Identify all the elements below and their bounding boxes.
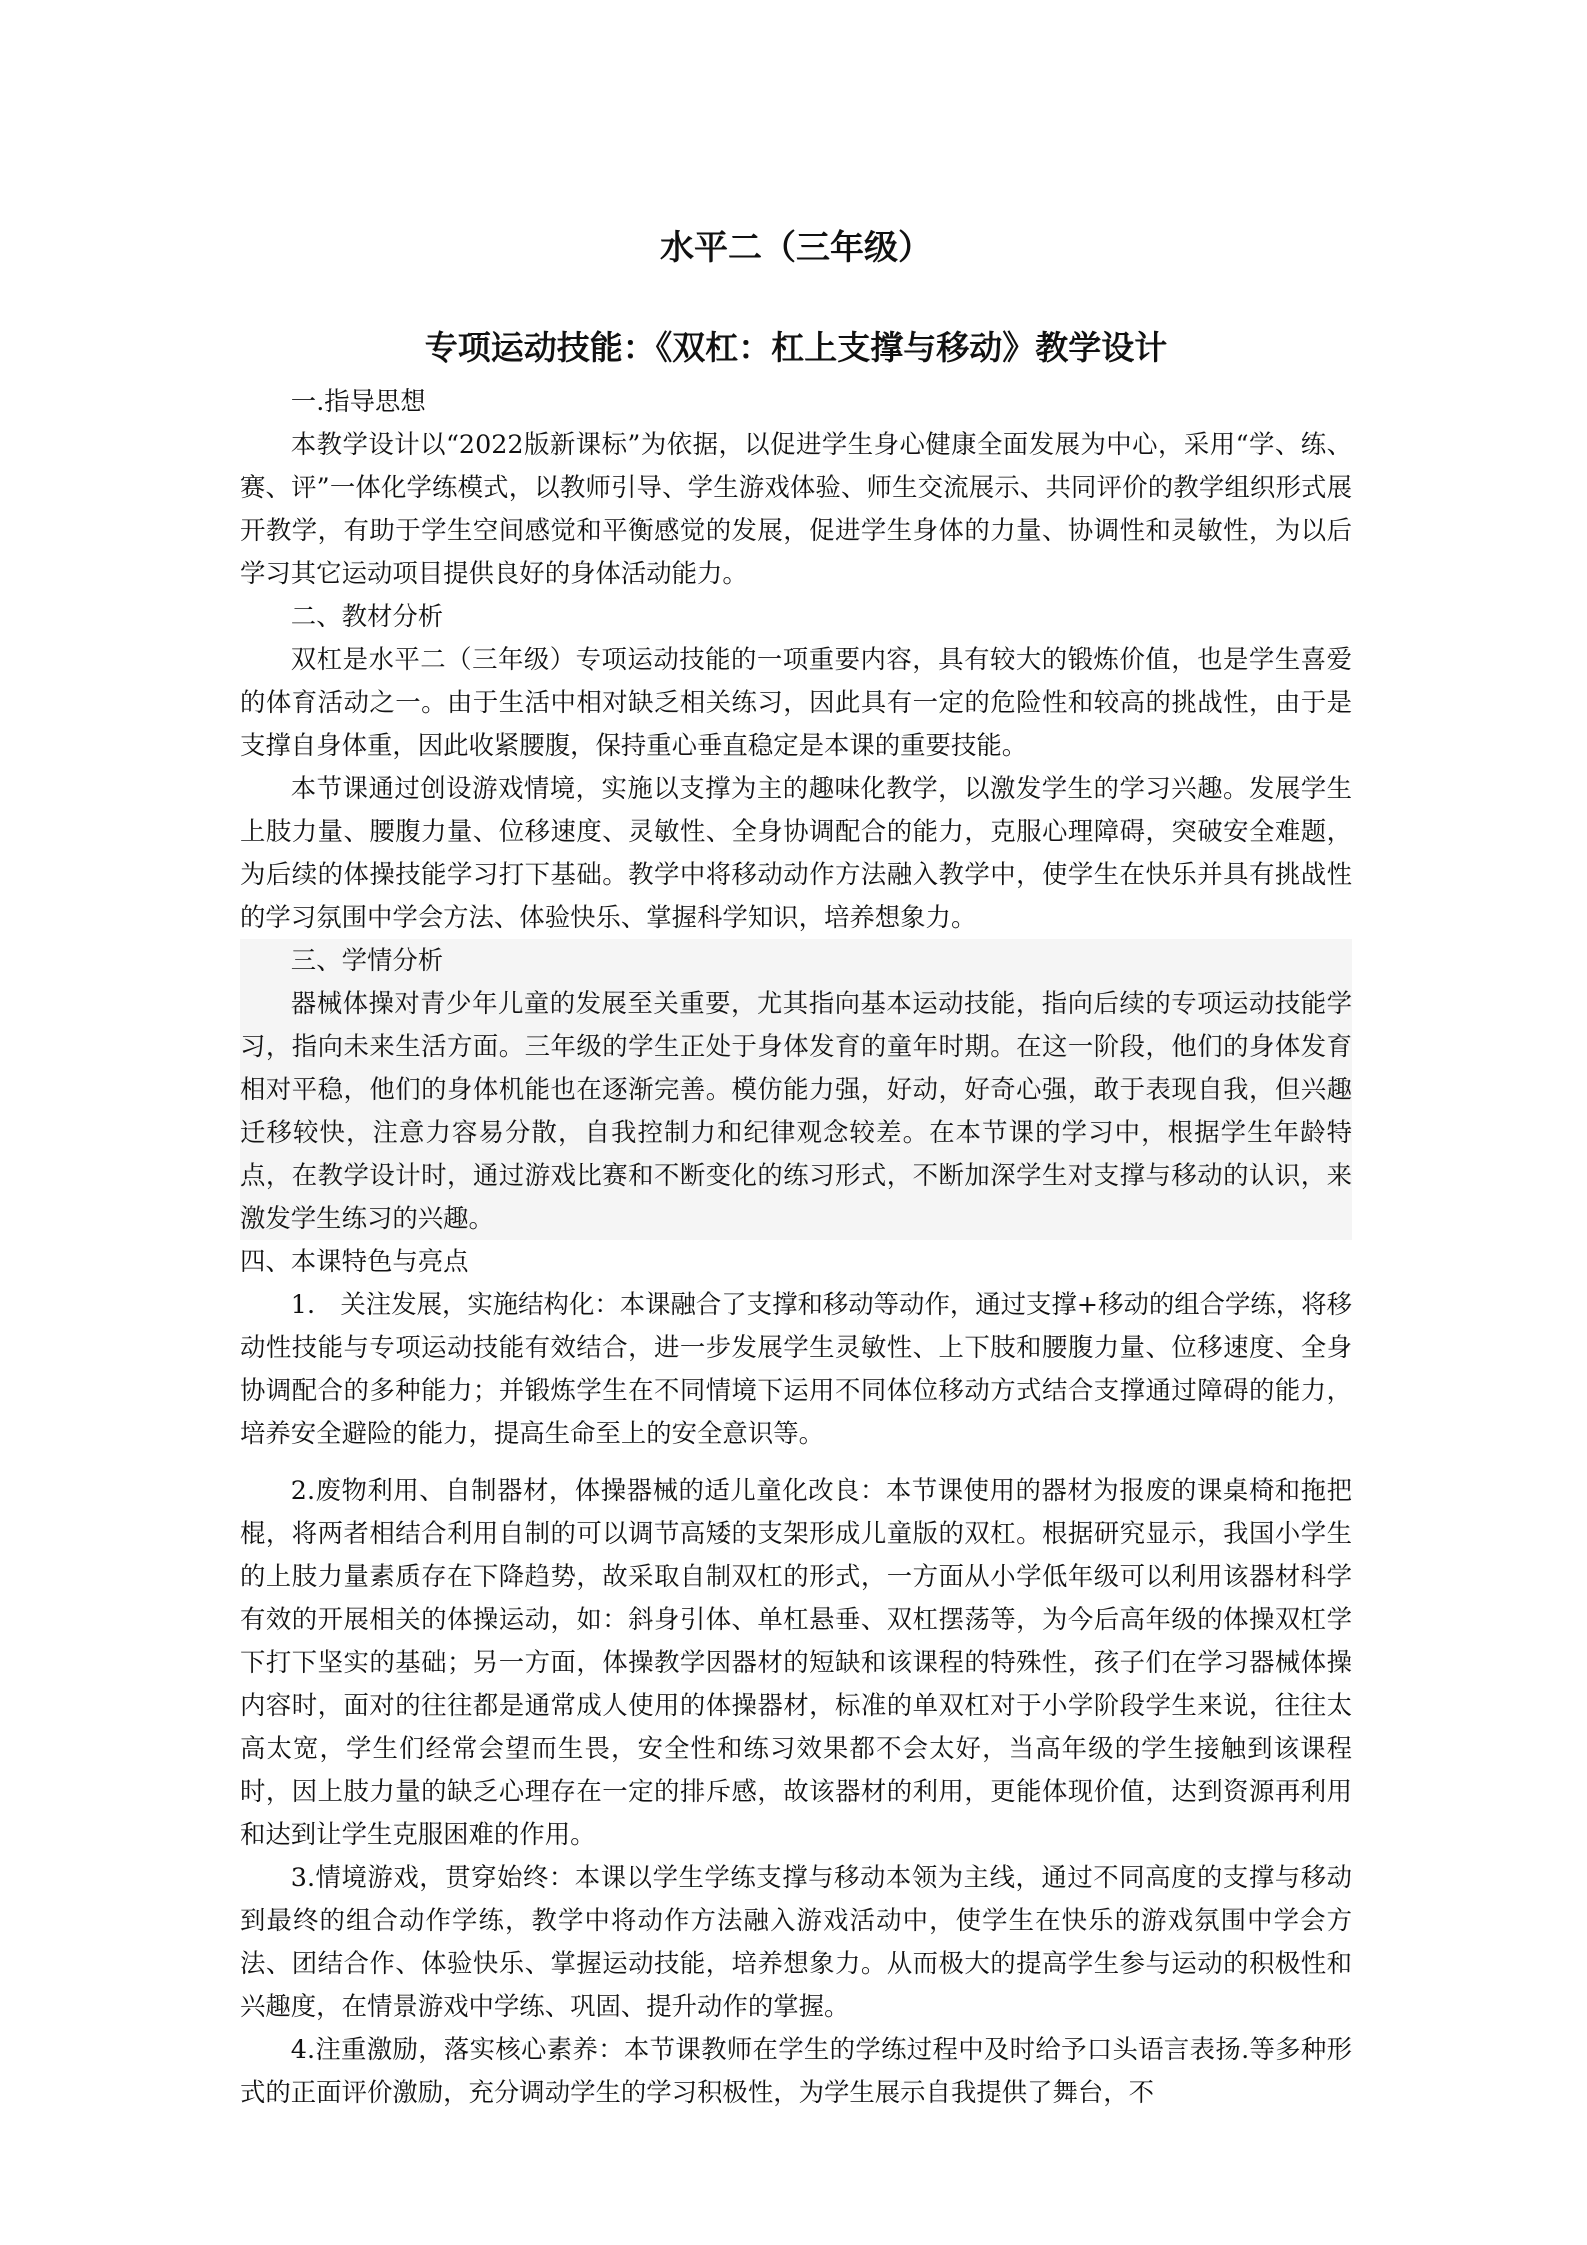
section-heading-material-analysis: 二、教材分析 [290, 601, 444, 631]
section-heading-student-analysis: 三、学情分析 [240, 939, 1352, 982]
section-heading-features: 四、本课特色与亮点 [240, 1246, 469, 1276]
paragraph-guiding-ideology: 本教学设计以“2022版新课标”为依据，以促进学生身心健康全面发展为中心，采用“学、练、赛、评”一体化学练模式，以教师引导、学生游戏体验、师生交流展示、共同评价的教学组织形式展开教学，有助于学生空间感觉和平衡感觉的发展，促进学生身体的力量、协调性和灵敏性，为以后学习其它运动项目提供良好的身体活动能力。 [240, 429, 1352, 588]
paragraph-feature-2: 2.废物利用、自制器材，体操器械的适儿童化改良：本节课使用的器材为报废的课桌椅和拖把棍，将两者相结合利用自制的可以调节高矮的支架形成儿童版的双杠。根据研究显示，我国小学生的上肢力量素质存在下降趋势，故采取自制双杠的形式，一方面从小学低年级可以利用该器材科学有效的开展相关的体操运动，如：斜身引体、单杠悬垂、双杠摆荡等，为今后高年级的体操双杠学下打下坚实的基础；另一方面，体操教学因器材的短缺和该课程的特殊性，孩子们在学习器械体操内容时，面对的往往都是通常成人使用的体操器材，标准的单双杠对于小学阶段学生来说，往往太高太宽，学生们经常会望而生畏，安全性和练习效果都不会太好，当高年级的学生接触到该课程时，因上肢力量的缺乏心理存在一定的排斥感，故该器材的利用，更能体现价值，达到资源再利用和达到让学生克服困难的作用。 [240, 1475, 1352, 1849]
section-heading-guiding-ideology: 一.指导思想 [290, 386, 426, 416]
paragraph-student-analysis: 器械体操对青少年儿童的发展至关重要，尤其指向基本运动技能，指向后续的专项运动技能学习，指向未来生活方面。三年级的学生正处于身体发育的童年时期。在这一阶段，他们的身体发育相对平稳，他们的身体机能也在逐渐完善。模仿能力强，好动，好奇心强，敢于表现自我，但兴趣迁移较快，注意力容易分散，自我控制力和纪律观念较差。在本节课的学习中，根据学生年龄特点，在教学设计时，通过游戏比赛和不断变化的练习形式，不断加深学生对支撑与移动的认识，来激发学生练习的兴趣。 [240, 982, 1352, 1240]
document-title: 水平二（三年级） [660, 228, 932, 268]
paragraph-feature-4: 4.注重激励，落实核心素养：本节课教师在学生的学练过程中及时给予口头语言表扬.等多种形式的正面评价激励，充分调动学生的学习积极性，为学生展示自我提供了舞台，不 [240, 2034, 1352, 2107]
paragraph-feature-1: 1. 关注发展，实施结构化：本课融合了支撑和移动等动作，通过支撑+移动的组合学练，将移动性技能与专项运动技能有效结合，进一步发展学生灵敏性、上下肢和腰腹力量、位移速度、全身协调配合的多种能力；并锻炼学生在不同情境下运用不同体位移动方式结合支撑通过障碍的能力，培养安全避险的能力，提高生命至上的安全意识等。 [240, 1289, 1352, 1448]
paragraph-gap [240, 1455, 1352, 1469]
document-subtitle: 专项运动技能：《双杠：杠上支撑与移动》教学设计 [424, 328, 1168, 367]
paragraph-material-analysis-1: 双杠是水平二（三年级）专项运动技能的一项重要内容，具有较大的锻炼价值，也是学生喜爱的体育活动之一。由于生活中相对缺乏相关练习，因此具有一定的危险性和较高的挑战性，由于是支撑自身体重，因此收紧腰腹，保持重心垂直稳定是本课的重要技能。 [240, 644, 1352, 760]
paragraph-material-analysis-2: 本节课通过创设游戏情境，实施以支撑为主的趣味化教学，以激发学生的学习兴趣。发展学生上肢力量、腰腹力量、位移速度、灵敏性、全身协调配合的能力，克服心理障碍，突破安全难题，为后续的体操技能学习打下基础。教学中将移动动作方法融入教学中，使学生在快乐并具有挑战性的学习氛围中学会方法、体验快乐、掌握科学知识，培养想象力。 [240, 773, 1352, 932]
paragraph-feature-3: 3.情境游戏，贯穿始终：本课以学生学练支撑与移动本领为主线，通过不同高度的支撑与移动到最终的组合动作学练，教学中将动作方法融入游戏活动中，使学生在快乐的游戏氛围中学会方法、团结合作、体验快乐、掌握运动技能，培养想象力。从而极大的提高学生参与运动的积极性和兴趣度，在情景游戏中学练、巩固、提升动作的掌握。 [240, 1862, 1352, 2021]
document-body [240, 218, 1352, 2114]
